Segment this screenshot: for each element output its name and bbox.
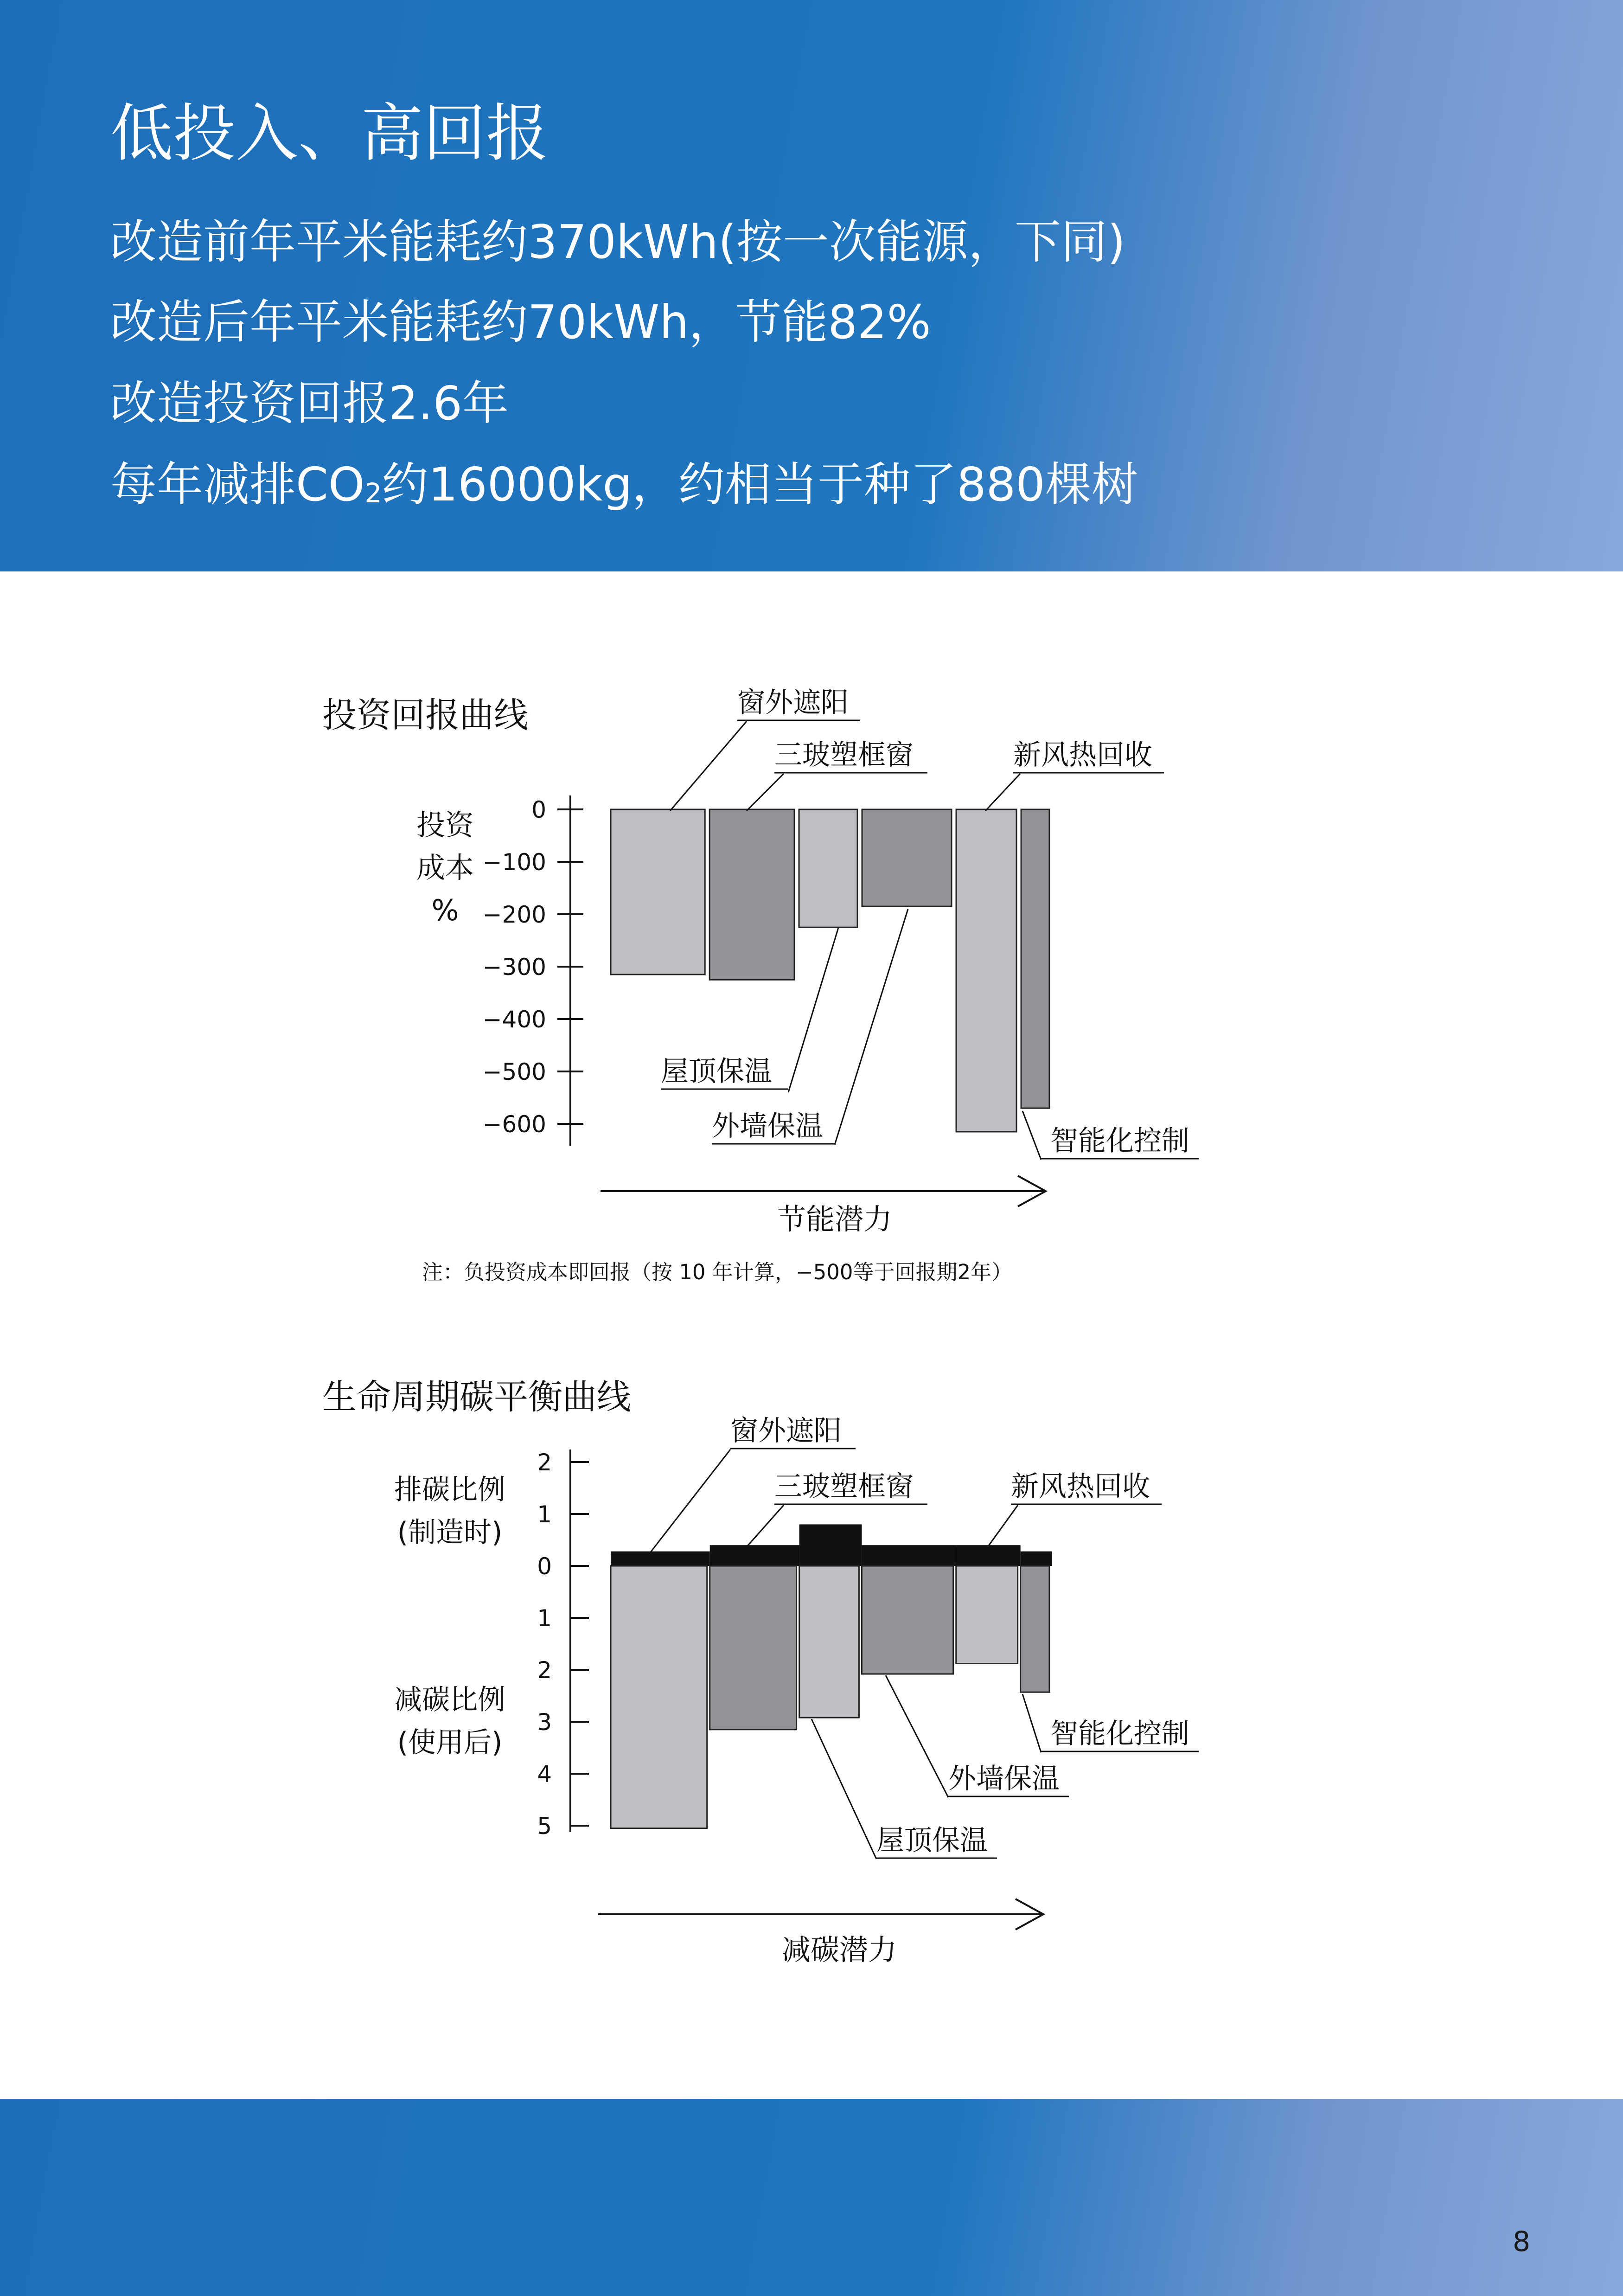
chart2-category-label-c4: 新风热回收 [1011,1470,1150,1503]
chart1-leader-line [670,721,747,811]
chart1-bar-c3 [862,809,952,906]
chart2-reduction-bar-c2 [799,1566,859,1718]
chart2-y-tick-label: 2 [537,1449,552,1476]
chart2-y-tick-label: 5 [537,1813,552,1840]
chart1-title: 投资回报曲线 [322,695,528,735]
chart2-y-tick-label: 2 [537,1657,552,1684]
chart1-y-tick-label: −600 [482,1111,546,1138]
chart2-y-label-bottom: 减碳比例 [394,1684,505,1716]
chart2-leader-line [812,1719,876,1859]
chart2-emission-bar-c1 [710,1545,799,1566]
chart1-leader-line [747,774,784,811]
chart2-x-label: 减碳潜力 [781,1933,897,1967]
chart2-leader-line [649,1449,730,1554]
chart1-y-tick-label: −500 [482,1058,546,1085]
chart2-emission-bar-c3 [862,1545,956,1566]
chart1-y-tick-label: −400 [482,1006,546,1033]
chart2-leader-line [886,1675,948,1797]
chart2-reduction-bar-c0 [611,1566,707,1828]
chart1-leader-line [788,928,838,1092]
chart2-reduction-bar-c3 [862,1566,953,1674]
chart2-emission-bar-c5 [1021,1552,1052,1566]
chart2-reduction-bar-c1 [710,1566,797,1730]
chart2-category-label-c2: 屋顶保温 [876,1824,988,1857]
chart2-y-tick-label: 4 [537,1761,552,1788]
chart2-y-label-bottom: (使用后) [397,1726,503,1759]
chart2-category-label-c1: 三玻塑框窗 [774,1470,914,1503]
chart2-y-label-top: (制造时) [397,1516,503,1549]
chart2-emission-bar-c0 [611,1552,710,1566]
chart1-leader-line [1022,1111,1041,1160]
chart1-category-label-c0: 窗外遮阳 [737,686,849,719]
chart2-y-tick-label: 1 [537,1501,552,1528]
chart1-category-label-c5: 智能化控制 [1050,1125,1189,1157]
chart1-y-tick-label: −100 [482,849,546,876]
chart2-category-label-c0: 窗外遮阳 [730,1415,842,1447]
chart1-bar-c2 [799,809,857,927]
chart2-leader-line [747,1505,784,1547]
info-line-1: 改造前年平米能耗约370kWh(按一次能源，下同) [110,215,1126,269]
info-line-4-post: 约16000kg，约相当于种了880棵树 [382,457,1138,512]
chart1-bar-c4 [956,809,1016,1132]
chart1-y-label: % [431,893,459,927]
chart2-leader-line [1022,1694,1041,1752]
chart2-reduction-bar-c4 [956,1566,1018,1664]
chart1-y-label: 成本 [416,851,474,885]
footer-band [0,2099,1623,2296]
chart1-bar-c1 [709,809,794,980]
chart1-bar-c5 [1021,809,1049,1108]
chart1-bar-c0 [611,809,705,975]
chart2-y-tick-label: 3 [537,1709,552,1736]
chart2-category-label-c3: 外墙保温 [948,1763,1060,1795]
chart1-category-label-c1: 三玻塑框窗 [774,739,914,771]
chart2-emission-bar-c4 [956,1545,1021,1566]
chart2-emission-bar-c2 [799,1524,862,1566]
chart2-category-label-c5: 智能化控制 [1050,1718,1189,1750]
chart1-y-tick-label: 0 [531,796,546,823]
chart1-leader-line [835,909,908,1145]
chart1-y-label: 投资 [416,808,474,842]
chart2-y-label-top: 排碳比例 [394,1474,505,1506]
info-line-4-sub: 2 [364,477,382,509]
chart2-title: 生命周期碳平衡曲线 [322,1377,631,1417]
chart2-y-tick-label: 0 [537,1553,552,1580]
page-title: 低投入、高回报 [110,97,549,170]
chart1-note: 注：负投资成本即回报（按 10 年计算，−500等于回报期2年） [422,1260,1013,1284]
chart1-leader-line [985,774,1020,811]
chart2-leader-line [988,1505,1018,1547]
info-line-3: 改造投资回报2.6年 [110,376,509,430]
chart2-reduction-bar-c5 [1021,1566,1049,1692]
chart1-category-label-c2: 屋顶保温 [661,1055,772,1088]
chart1-category-label-c3: 外墙保温 [712,1110,823,1142]
chart1-x-label: 节能潜力 [777,1202,893,1236]
chart2-y-tick-label: 1 [537,1605,552,1632]
chart1-y-tick-label: −300 [482,954,546,981]
info-line-2: 改造后年平米能耗约70kWh，节能82% [110,295,931,349]
page-number: 8 [1513,2225,1531,2258]
info-line-4-pre: 每年减排CO [110,457,365,512]
chart1-y-tick-label: −200 [482,901,546,928]
chart1-category-label-c4: 新风热回收 [1013,739,1152,771]
